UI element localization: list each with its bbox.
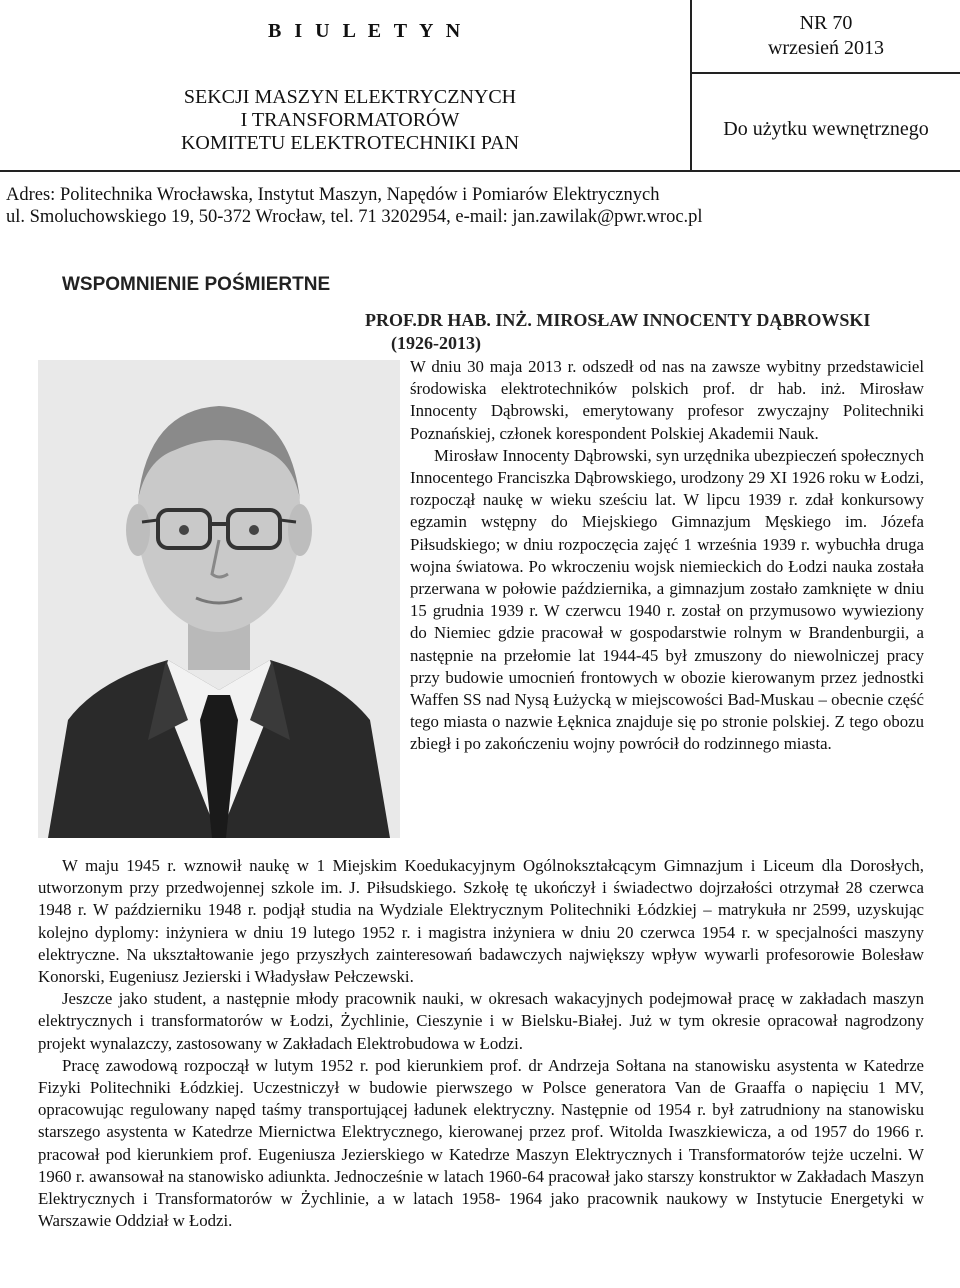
portrait-photo bbox=[38, 360, 400, 838]
obituary-label: WSPOMNIENIE POŚMIERTNE bbox=[62, 274, 331, 295]
address-line: Adres: Politechnika Wrocławska, Instytut Maszyn, Napędów i Pomiarów Elektrycznych bbox=[6, 185, 660, 205]
person-years: (1926-2013) bbox=[391, 333, 481, 353]
header-left-box bbox=[0, 0, 690, 172]
paragraph: Jeszcze jako student, a następnie młody pracownik nauki, w okresach wakacyjnych podejmował pracę w zakładach maszyn elektrycznych i transformatorów w Łodzi, Żychlinie, Cieszynie i w Bielsku-Białej. Już w tym okresie opracował nagrodzony projekt wynalazczy, zastosowany w Zakładach Elektrobudowa w Łodzi. bbox=[38, 989, 924, 1053]
paragraph: W maju 1945 r. wznowił naukę w 1 Miejskim Koedukacyjnym Ogólnokształcącym Gimnazjum i Liceum dla Dorosłych, utworzonym przy przedwojennej szkole im. J. Piłsudskiego. Szkołę tę ukończył i świadectwo dojrzałości otrzymał 28 czerwca 1948 r. W październiku 1948 r. podjął studia na Wydziale Elektrycznym Politechniki Łódzkiej – matrykuła nr 2599, uzyskując kolejno dyplomy: inżyniera w dniu 19 lutego 1952 r. i magistra inżyniera w dniu 20 czerwca 1954 r. w specjalności maszyny elektryczne. Na ukształtowanie jego przyszłych zainteresowań badawczych największy wpływ wywarli profesorowie Bolesław Konorski, Eugeniusz Jezierski i Władysław Pełczewski. bbox=[38, 856, 924, 987]
wrapped-text-column bbox=[410, 356, 924, 756]
section-line: SEKCJI MASZYN ELEKTRYCZNYCH bbox=[183, 86, 517, 108]
internal-use-note: Do użytku wewnętrznego bbox=[723, 118, 929, 140]
paragraph: W dniu 30 maja 2013 r. odszedł od nas na zawsze wybitny przedstawiciel środowiska elektrotechników polskich prof. dr hab. inż. Mirosław Innocenty Dąbrowski, emerytowany profesor zwyczajny Politechniki Poznańskiej, członek korespondent Polskiej Akademii Nauk. bbox=[410, 357, 924, 443]
full-width-text bbox=[38, 855, 924, 1232]
portrait-illustration bbox=[38, 360, 400, 838]
issue-date: wrzesień 2013 bbox=[767, 37, 885, 59]
bulletin-title: B I U L E T Y N bbox=[268, 20, 465, 42]
section-line: I TRANSFORMATORÓW bbox=[240, 109, 460, 131]
address-block bbox=[6, 184, 703, 228]
section-line: KOMITETU ELEKTROTECHNIKI PAN bbox=[180, 132, 520, 154]
paragraph: Mirosław Innocenty Dąbrowski, syn urzędnika ubezpieczeń społecznych Innocentego Franciszka Dąbrowskiego, urodzony 29 XI 1926 roku w Łodzi, rozpoczął naukę w wieku sześciu lat. W lipcu 1939 r. zdał konkursowy egzamin wstępny do Miejskiego Gimnazjum Męskiego im. Józefa Piłsudskiego; w dniu rozpoczęcia zajęć 1 września 1939 r. wybuchła druga wojna światowa. Po wkroczeniu wojsk niemieckich do Łodzi nauka została przerwana w połowie października, a gimnazjum zostało zamknięte w dniu 15 grudnia 1939 r. W czerwcu 1940 r. został on przymusowo wywieziony do Niemiec gdzie pracował w gospodarstwie rolnym w Brandenburgii, a następnie na przełomie lat 1944-45 był zmuszony do niewolniczej pracy przy budowie umocnień frontowych w obozie kierowanym przez jednostki Waffen SS nad Nysą Łużycką w miejscowości Bad-Muskau – obecnie część tego miasta o nazwie Łęknica znajduje się po stronie polskiej. Z tego obozu zbiegł i po zakończeniu wojny powrócił do rodzinnego miasta. bbox=[410, 445, 924, 754]
person-title: PROF.DR HAB. INŻ. MIROSŁAW INNOCENTY DĄBROWSKI bbox=[365, 310, 871, 330]
paragraph: Pracę zawodową rozpoczął w lutym 1952 r. pod kierunkiem prof. dr Andrzeja Sołtana na stanowisku asystenta w Katedrze Fizyki Politechniki Łódzkiej. Uczestniczył w budowie pierwszego w Polsce generatora Van de Graaffa o napięciu 1 MV, opracowując regulowany napęd taśmy transportującej ładunek elektryczny. Następnie od 1954 r. był zatrudniony na stanowisku starszego asystenta w Katedrze Miernictwa Elektrycznego, kierowanej przez prof. Witolda Iwaszkiewicza, a od 1957 do 1966 r. pracował pod kierunkiem prof. Eugeniusza Jezierskiego w Katedrze Maszyn Elektrycznych i Transformatorów tejże uczelni. W 1960 r. awansował na stanowisko adiunkta. Jednocześnie w latach 1960-64 pracował jako starszy konstruktor w Zakładach Maszyn Elektrycznych i Transformatorów w Żychlinie, a w latach 1958- 1964 jako pracownik naukowy w Instytucie Energetyki w Warszawie Oddział w Łodzi. bbox=[38, 1055, 924, 1231]
header-right-box bbox=[690, 0, 960, 172]
address-line: ul. Smoluchowskiego 19, 50-372 Wrocław, tel. 71 3202954, e-mail: jan.zawilak@pwr.wroc.pl bbox=[6, 207, 703, 227]
section-name bbox=[160, 86, 540, 155]
issue-number: NR 70 bbox=[799, 12, 853, 34]
header-divider bbox=[692, 72, 960, 74]
